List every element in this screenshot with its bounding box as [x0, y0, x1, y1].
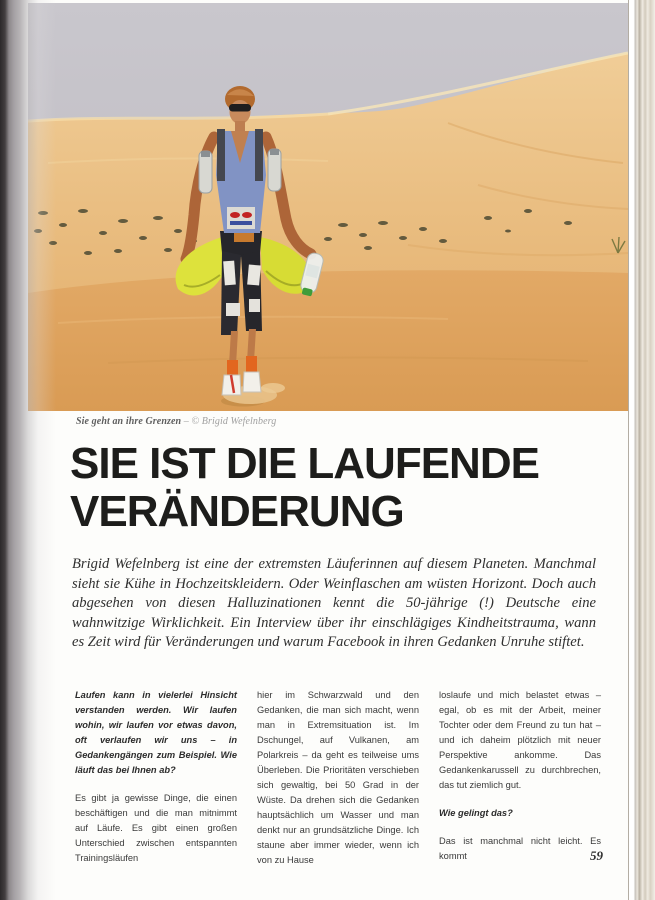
article-intro: Brigid Wefelnberg ist eine der extremsten Läuferinnen auf diesem Planeten. Manchmal sieht sie Kühe in Hochzeitskleidern. Oder Weinflaschen am wüsten Horizont. Doch auch abgesehen von diesen Halluzinationen kennt die 50-jährige (!) Deutsche eine wahnwitzige Wirklichkeit. Ein Interview über ihr einschlägiges Kindheitstrauma, wann es Zeit wird für Veränderungen und warum Facebook in ihren Gedanken Unruhe stiftet. — [72, 556, 596, 651]
column-2 — [257, 688, 419, 881]
headline-line-1: SIE IST DIE LAUFENDE — [70, 439, 539, 488]
photo-caption — [76, 416, 276, 427]
page-number: 59 — [590, 848, 603, 863]
interview-question: Laufen kann in vielerlei Hinsicht verstanden werden. Wir laufen wohin, wir laufen vor etwas davon, oft verlaufen wir uns – in Gedankengängen zum Beispiel. Wie läuft das bei Ihnen ab? — [75, 690, 237, 775]
photo-caption-credit: – © Brigid Wefelnberg — [181, 416, 277, 427]
interview-answer: Es gibt ja gewisse Dinge, die einen beschäftigen und die man mitnimmt auf Läufe. Es gibt einen großen Unterschied zwischen entspannten Trainingsläufen — [75, 793, 237, 863]
interview-answer: loslaufe und mich belastet etwas – egal, ob es mit der Arbeit, meiner Tochter oder dem Freund zu tun hat – und ich daheim plötzlich mit neuer Perspektive ankomme. Das Gedankenkarussell zu durchbrechen, das tut ziemlich gut. — [439, 690, 601, 790]
photo-caption-title: Sie geht an ihre Grenzen — [76, 416, 182, 427]
foreground-sand — [28, 270, 628, 411]
column-1 — [75, 688, 237, 881]
interview-answer: Das ist manchmal nicht leicht. Es kommt — [439, 836, 601, 861]
article-columns — [75, 688, 601, 881]
interview-answer: hier im Schwarzwald und den Gedanken, die man sich macht, wenn man in Extremsituation ist. Im Dschungel, auf Vulkanen, am Polarkreis – da geht es teilweise ums Überleben. Die Prioritäten verschieben sich gewaltig, bei 50 Grad in der Wüste. Da drehen sich die Gedanken hauptsächlich um Wasser und man denkt nur an grundsätzliche Dinge. Ich staune aber immer wieder, wenn ich von zu Hause — [257, 690, 419, 865]
article-headline — [70, 440, 539, 536]
desert-runner-illustration — [28, 3, 628, 411]
interview-question: Wie gelingt das? — [439, 808, 513, 818]
column-3 — [439, 688, 601, 881]
page-edge-stack — [628, 0, 655, 900]
headline-line-2: VERÄNDERUNG — [70, 487, 404, 536]
hero-photo-desert-runner — [28, 3, 628, 411]
